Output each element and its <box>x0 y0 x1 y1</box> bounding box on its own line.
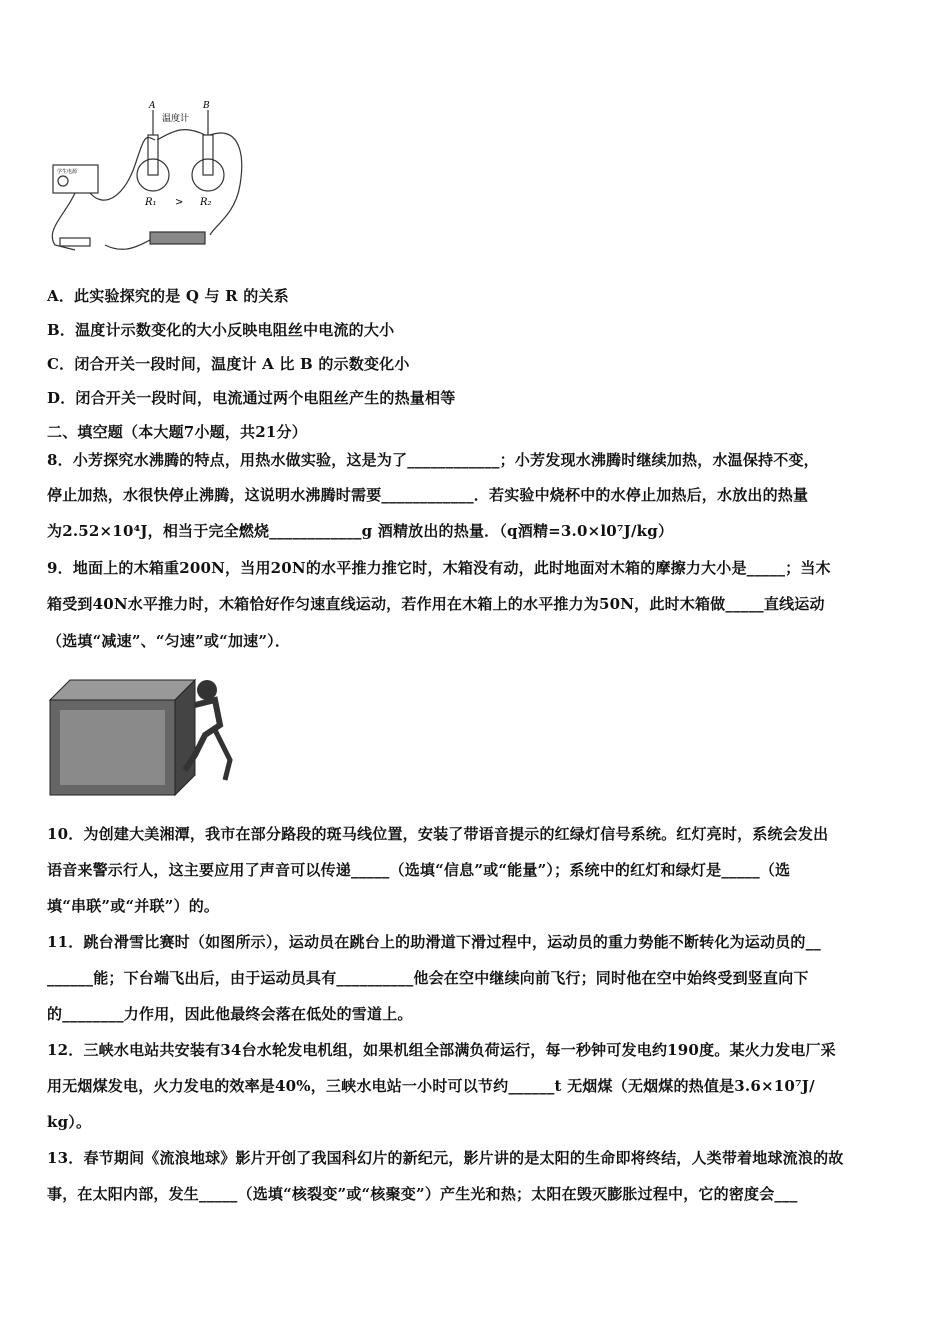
option-d: D．闭合开关一段时间，电流通过两个电阻丝产生的热量相等 <box>47 389 456 407</box>
q10-line: 语音来警示行人，这主要应用了声音可以传递_____（选填“信息”或“能量”）；系统中的红灯和绿灯是_____（选 <box>47 861 791 879</box>
label-b: B <box>203 101 210 111</box>
q8-line: 停止加热，水很快停止沸腾，这说明水沸腾时需要____________．若实验中烧杯中的水停止加热后，水放出的热量 <box>47 486 809 504</box>
q13-line: 13．春节期间《流浪地球》影片开创了我国科幻片的新纪元，影片讲的是太阳的生命即将终结，人类带着地球流浪的故 <box>47 1149 844 1167</box>
label-r1: R₁ <box>145 197 157 208</box>
label-r2: R₂ <box>200 197 212 208</box>
section-title: 二、填空题（本大题7小题，共21分） <box>47 423 307 441</box>
q13-line: 事，在太阳内部，发生_____（选填“核裂变”或“核聚变”）产生光和热；太阳在毁灭膨胀过程中，它的密度会___ <box>47 1185 798 1203</box>
circuit-diagram <box>45 95 255 260</box>
q9-line: 9．地面上的木箱重200N，当用20N的水平推力推它时，木箱没有动，此时地面对木箱的摩擦力大小是_____；当木 <box>47 559 831 577</box>
q12-line: kg）。 <box>47 1113 92 1131</box>
label-power: 学生电源 <box>57 169 78 175</box>
q11-line: ______能；下台端飞出后，由于运动员具有__________他会在空中继续向前飞行；同时他在空中始终受到竖直向下 <box>47 969 809 987</box>
q11-line: 的________力作用，因此他最终会落在低处的雪道上。 <box>47 1005 413 1023</box>
q9-line: 箱受到40N水平推力时，木箱恰好作匀速直线运动，若作用在木箱上的水平推力为50N，此时木箱做_____直线运动 <box>47 595 825 613</box>
option-b: B．温度计示数变化的大小反映电阻丝中电流的大小 <box>47 321 395 339</box>
label-thermometer: 温度计 <box>162 114 190 124</box>
label-a: A <box>149 101 156 111</box>
q9-line: （选填“减速”、“匀速”或“加速”）． <box>47 632 291 650</box>
q11-line: 11．跳台滑雪比赛时（如图所示），运动员在跳台上的助滑道下滑过程中，运动员的重力势能不断转化为运动员的__ <box>47 933 821 951</box>
q10-line: 填“串联”或“并联”）的。 <box>47 897 220 915</box>
q8-line: 8．小芳探究水沸腾的特点，用热水做实验，这是为了____________；小芳发现水沸腾时继续加热，水温保持不变， <box>47 451 819 469</box>
option-a: A．此实验探究的是 Q 与 R 的关系 <box>47 287 289 305</box>
box-pushing-figure <box>45 665 240 800</box>
q10-line: 10．为创建大美湘潭，我市在部分路段的斑马线位置，安装了带语音提示的红绿灯信号系统。红灯亮时，系统会发出 <box>47 825 829 843</box>
q12-line: 12．三峡水电站共安装有34台水轮发电机组，如果机组全部满负荷运行，每一秒钟可发电约190度。某火力发电厂采 <box>47 1041 836 1059</box>
option-c: C．闭合开关一段时间，温度计 A 比 B 的示数变化小 <box>47 355 410 373</box>
q12-line: 用无烟煤发电，火力发电的效率是40%，三峡水电站一小时可以节约______t 无烟煤（无烟煤的热值是3.6×10⁷J/ <box>47 1077 815 1095</box>
label-gt: > <box>175 197 184 208</box>
q8-line: 为2.52×10⁴J，相当于完全燃烧____________g 酒精放出的热量．（q酒精=3.0×l0⁷J/kg） <box>47 522 674 540</box>
